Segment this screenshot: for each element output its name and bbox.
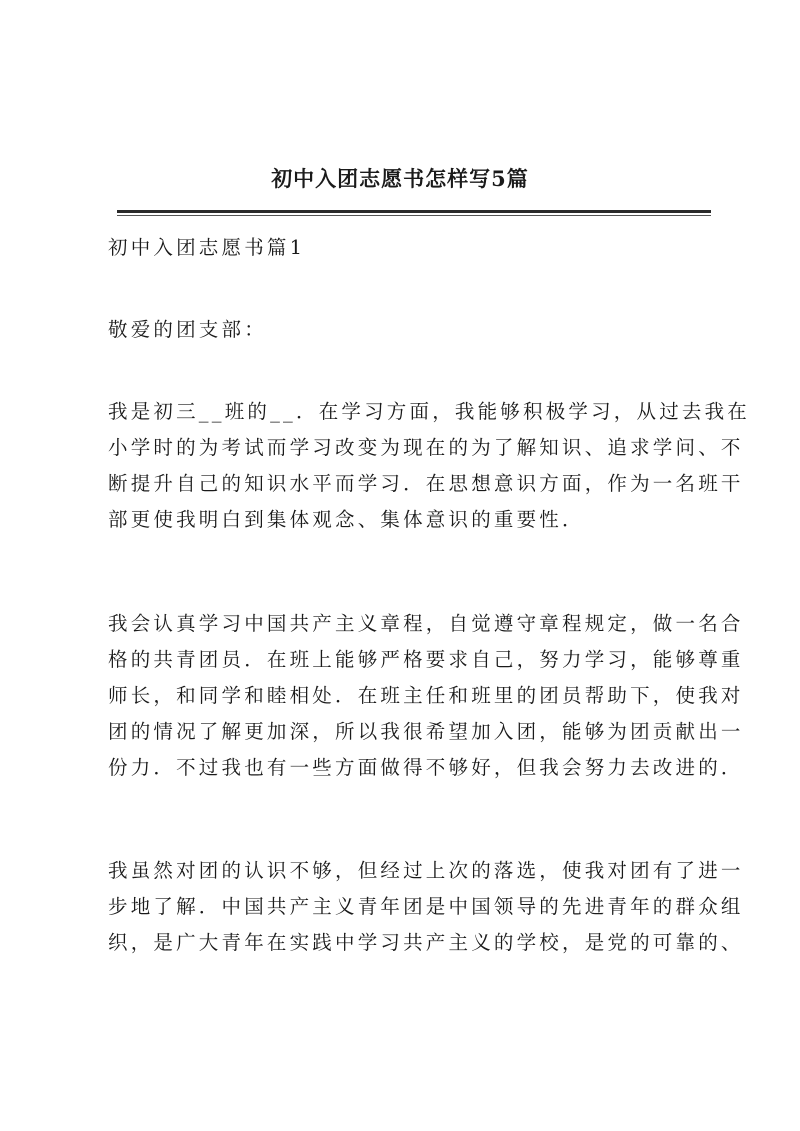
paragraph-line: 小学时的为考试而学习改变为现在的为了解知识、追求学问、不	[108, 436, 744, 459]
paragraph-2	[108, 606, 744, 786]
paragraph-line: 我虽然对团的认识不够，但经过上次的落选，使我对团有了进一	[108, 859, 744, 882]
title-rule-thick	[117, 210, 711, 213]
paragraph-line: 断提升自己的知识水平而学习．在思想意识方面，作为一名班干	[108, 472, 744, 495]
paragraph-line: 团的情况了解更加深，所以我很希望加入团，能够为团贡献出一	[108, 720, 744, 743]
salutation: 敬爱的团支部：	[108, 318, 267, 341]
paragraph-line: 织，是广大青年在实践中学习共产主义的学校，是党的可靠的、	[108, 931, 744, 954]
paragraph-line: 格的共青团员．在班上能够严格要求自己，努力学习，能够尊重	[108, 648, 744, 671]
paragraph-line: 师长，和同学和睦相处．在班主任和班里的团员帮助下，使我对	[108, 684, 744, 707]
paragraph-line: 步地了解．中国共产主义青年团是中国领导的先进青年的群众组	[108, 895, 744, 918]
paragraph-1	[108, 394, 751, 538]
document-title: 初中入团志愿书怎样写5篇	[271, 166, 529, 191]
section-heading: 初中入团志愿书篇1	[108, 236, 306, 259]
paragraph-line: 我是初三__班的__．在学习方面，我能够积极学习，从过去我在	[108, 400, 751, 423]
title-rule-thin	[117, 215, 711, 216]
paragraph-line: 我会认真学习中国共产主义章程，自觉遵守章程规定，做一名合	[108, 612, 744, 635]
paragraph-line: 部更使我明白到集体观念、集体意识的重要性．	[108, 508, 585, 531]
paragraph-line: 份力．不过我也有一些方面做得不够好，但我会努力去改进的．	[108, 756, 744, 779]
paragraph-3	[108, 853, 744, 961]
